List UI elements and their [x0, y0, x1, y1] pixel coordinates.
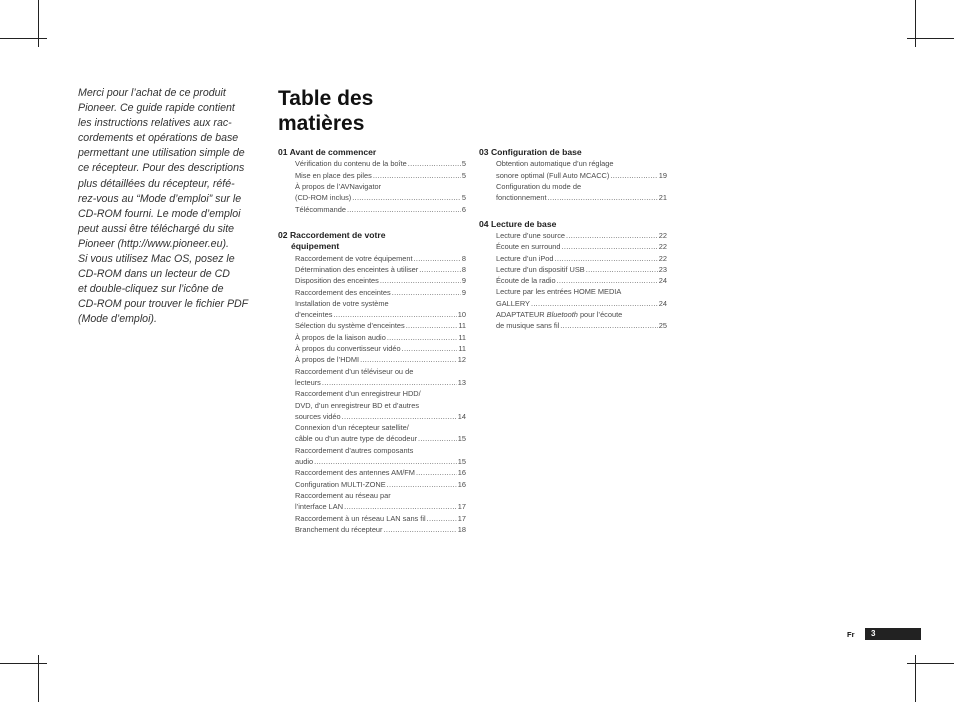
- toc-page-number: 15: [457, 457, 466, 467]
- leader-dots: [408, 158, 461, 169]
- toc-entry-text: lecteurs: [295, 377, 321, 387]
- toc-entry-line: [295, 264, 466, 275]
- intro-line: (Mode d’emploi).: [78, 313, 157, 326]
- toc-entry: [278, 513, 466, 524]
- toc-entry: [278, 320, 466, 331]
- toc-page-number: 5: [461, 193, 466, 203]
- toc-entry-text: Écoute de la radio: [496, 276, 556, 286]
- intro-line: CD-ROM fourni. Le mode d’emploi: [78, 207, 241, 220]
- leader-dots: [347, 204, 461, 215]
- toc-entry-line: [496, 170, 667, 181]
- toc-page-number: 22: [658, 231, 667, 240]
- toc-entry: [278, 366, 466, 389]
- leader-dots: [414, 253, 461, 264]
- toc-page-number: 6: [461, 204, 466, 214]
- leader-dots: [387, 332, 458, 343]
- toc-entry-line: [295, 320, 466, 331]
- toc-entry-text: GALLERY: [496, 298, 530, 308]
- leader-dots: [360, 354, 457, 365]
- toc-entry: [278, 479, 466, 490]
- leader-dots: [555, 253, 658, 264]
- toc-page-number: 19: [658, 170, 667, 180]
- leader-dots: [560, 320, 658, 331]
- intro-line: et double-cliquez sur l’icône de: [78, 283, 224, 296]
- toc-page-number: 8: [461, 253, 466, 263]
- toc-entry-line: [295, 275, 466, 286]
- crop-mark-bottom-left-v: [38, 655, 39, 702]
- intro-paragraph: [78, 86, 270, 328]
- toc-page-number: 22: [658, 253, 667, 263]
- toc-entry-text: Sélection du système d’enceintes: [295, 321, 405, 331]
- leader-dots: [373, 170, 461, 181]
- toc-entry-lead: Lecture par les entrées HOME MEDIA: [496, 287, 622, 297]
- section-title: Lecture de base: [490, 218, 557, 229]
- leader-dots: [416, 467, 457, 478]
- toc-entry-text: Mise en place des piles: [295, 170, 372, 180]
- toc-section: [278, 229, 466, 535]
- toc-entry-line: [496, 275, 667, 286]
- page-number: 3: [865, 628, 921, 640]
- toc-entry-lead: DVD, d’un enregistreur BD et d’autres: [295, 400, 420, 410]
- toc-entry-line: [295, 309, 466, 320]
- toc-entry: [278, 422, 466, 445]
- toc-entry-text: (CD-ROM inclus): [295, 193, 352, 203]
- toc-entry-line: [295, 411, 466, 422]
- section-heading: [479, 218, 667, 230]
- toc-entry-text: sources vidéo: [295, 411, 341, 421]
- toc-entry-line: [295, 377, 466, 388]
- toc-page-number: 9: [461, 276, 466, 286]
- toc-section: [479, 218, 667, 332]
- toc-entry: [278, 490, 466, 513]
- toc-entry: [278, 287, 466, 298]
- leader-dots: [419, 264, 461, 275]
- intro-line: CD-ROM pour trouver le fichier PDF: [78, 298, 249, 311]
- toc-entry-lead: Installation de votre système: [295, 298, 389, 308]
- leader-dots: [387, 479, 457, 490]
- toc-entry: [278, 253, 466, 264]
- section-title: Avant de commencer: [289, 147, 377, 157]
- toc-page-number: 9: [461, 287, 466, 297]
- toc-entry: [278, 445, 466, 468]
- toc-page-number: 14: [457, 411, 466, 421]
- toc-page-number: 11: [458, 321, 466, 331]
- toc-page-number: 13: [457, 377, 466, 387]
- section-number: 02: [278, 229, 288, 240]
- toc-page-number: 15: [457, 434, 466, 444]
- section-number: 04: [479, 218, 489, 229]
- leader-dots: [557, 275, 658, 286]
- leader-dots: [333, 309, 456, 320]
- leader-dots: [392, 287, 461, 298]
- page-title-line: matières: [278, 112, 365, 135]
- toc-entry-line: [496, 230, 667, 241]
- toc-entry: [278, 181, 466, 204]
- toc-entry-line: [295, 501, 466, 512]
- toc-entry: [278, 264, 466, 275]
- toc-entry-text: Disposition des enceintes: [295, 276, 379, 286]
- toc-entry-line: [295, 253, 466, 264]
- toc-page-number: 16: [457, 468, 466, 478]
- intro-line: permettant une utilisation simple de: [78, 147, 245, 160]
- toc-entry: [278, 343, 466, 354]
- toc-entry-text: câble ou d’un autre type de décodeur: [295, 434, 418, 444]
- toc-entry: [278, 298, 466, 321]
- intro-line: Merci pour l’achat de ce produit: [78, 87, 226, 99]
- section-number: 03: [479, 147, 489, 157]
- leader-dots: [314, 456, 457, 467]
- toc-page-number: 11: [458, 344, 466, 354]
- leader-dots: [406, 320, 458, 331]
- toc-entry-text: Lecture d’un dispositif USB: [496, 264, 585, 274]
- toc-entry: [278, 332, 466, 343]
- toc-entry-text: Vérification du contenu de la boîte: [295, 159, 407, 169]
- toc-page-number: 18: [457, 524, 466, 534]
- toc-entry-lead: Raccordement d’un enregistreur HDD/: [295, 389, 421, 399]
- toc-page-number: 21: [658, 193, 667, 203]
- leader-dots: [562, 241, 658, 252]
- toc-column-right: [479, 146, 667, 346]
- toc-page-number: 22: [658, 242, 667, 252]
- toc-entry: [278, 170, 466, 181]
- toc-entry: [479, 230, 667, 241]
- crop-mark-top-left-h: [0, 38, 47, 39]
- section-title-continued: équipement: [291, 241, 340, 252]
- toc-page-number: 25: [658, 321, 667, 331]
- toc-entry: [278, 158, 466, 169]
- toc-entry-lead: À propos de l’AVNavigator: [295, 182, 382, 191]
- intro-line: Si vous utilisez Mac OS, posez le: [78, 253, 235, 266]
- toc-entry-lead: Raccordement au réseau par: [295, 490, 391, 500]
- toc-section: [278, 146, 466, 215]
- toc-page-number: 16: [457, 479, 466, 489]
- toc-page-number: 17: [457, 502, 466, 512]
- toc-entry-line: [295, 204, 466, 215]
- toc-entry-line: [295, 524, 466, 535]
- intro-line: peut aussi être téléchargé du site: [78, 222, 235, 235]
- toc-entry: [278, 204, 466, 215]
- toc-entry-text: Raccordement des enceintes: [295, 287, 391, 297]
- toc-entry-text: Raccordement des antennes AM/FM: [295, 468, 415, 478]
- toc-entry: [479, 241, 667, 252]
- toc-entry-line: [496, 298, 667, 309]
- toc-entry-line: [295, 158, 466, 169]
- leader-dots: [344, 501, 457, 512]
- toc-entry: [479, 253, 667, 264]
- toc-entry-text: Télécommande: [295, 204, 346, 214]
- toc-entry-line: [295, 433, 466, 444]
- toc-page-number: 5: [461, 159, 466, 169]
- intro-line: les instructions relatives aux rac-: [78, 117, 232, 130]
- leader-dots: [418, 433, 457, 444]
- toc-page-number: 23: [658, 264, 667, 274]
- toc-entry-text: Branchement du récepteur: [295, 524, 383, 534]
- section-title: Raccordement de votre: [289, 229, 386, 240]
- leader-dots: [531, 298, 658, 309]
- toc-page-number: 8: [461, 265, 466, 274]
- toc-entry: [479, 309, 667, 332]
- toc-entry-text: Écoute en surround: [496, 242, 561, 252]
- crop-mark-top-left-v: [38, 0, 39, 47]
- section-heading: [278, 229, 466, 253]
- leader-dots: [586, 264, 658, 275]
- toc-entry-text: Détermination des enceintes à utiliser: [295, 265, 419, 274]
- toc-entry-line: [295, 479, 466, 490]
- toc-entry-text: À propos du convertisseur vidéo: [295, 344, 401, 354]
- toc-entry-text: À propos de la liaison audio: [295, 332, 386, 342]
- toc-entry-lead: Raccordement d’un téléviseur ou de: [295, 366, 414, 376]
- toc-entry-line: [295, 343, 466, 354]
- toc-entry: [479, 275, 667, 286]
- toc-entry-line: [295, 287, 466, 298]
- toc-entry: [278, 467, 466, 478]
- intro-line: cordements et opérations de base: [78, 132, 239, 145]
- toc-entry-text: d’enceintes: [295, 310, 333, 320]
- section-heading: [479, 146, 667, 158]
- toc-entry: [479, 264, 667, 275]
- toc-entry: [479, 286, 667, 309]
- leader-dots: [610, 170, 657, 181]
- toc-page-number: 11: [458, 332, 466, 342]
- toc-entry-line: [496, 320, 667, 331]
- crop-mark-bottom-left-h: [0, 663, 47, 664]
- intro-line: CD-ROM dans un lecteur de CD: [78, 268, 230, 281]
- intro-line: ce récepteur. Pour des descriptions: [78, 162, 245, 175]
- toc-entry-line: [496, 241, 667, 252]
- toc-entry-line: [295, 456, 466, 467]
- section-title: Configuration de base: [490, 147, 582, 157]
- toc-entry: [479, 158, 667, 181]
- toc-entry-line: [295, 170, 466, 181]
- crop-mark-bottom-right-v: [915, 655, 916, 702]
- toc-entry-line: [295, 332, 466, 343]
- intro-line: Pioneer (http://www.pioneer.eu).: [78, 237, 229, 250]
- toc-entry-line: [496, 253, 667, 264]
- toc-entry: [278, 275, 466, 286]
- crop-mark-top-right-v: [915, 0, 916, 47]
- intro-line: plus détaillées du récepteur, réfé-: [78, 177, 235, 190]
- toc-entry-text: fonctionnement: [496, 193, 547, 203]
- toc-entry-text: Raccordement à un réseau LAN sans fil: [295, 513, 426, 523]
- toc-entry-line: [295, 513, 466, 524]
- leader-dots: [566, 230, 658, 241]
- leader-dots: [380, 275, 461, 286]
- section-heading: [278, 146, 466, 158]
- leader-dots: [384, 524, 457, 535]
- toc-entry-line: [496, 264, 667, 275]
- toc-column-left: [278, 146, 466, 549]
- page-title-line: Table des: [278, 87, 374, 110]
- toc-entry-text: À propos de l’HDMI: [295, 355, 360, 365]
- toc-entry-text: Lecture d’une source: [496, 231, 566, 240]
- toc-entry: [278, 354, 466, 365]
- toc-entry-text: Configuration MULTI-ZONE: [295, 479, 386, 489]
- toc-section: [479, 146, 667, 204]
- toc-entry-line: [295, 192, 466, 203]
- toc-entry-line: [496, 192, 667, 203]
- leader-dots: [427, 513, 457, 524]
- section-number: 01: [278, 147, 288, 157]
- toc-entry-text: Raccordement de votre équipement: [295, 253, 413, 263]
- toc-entry-text: audio: [295, 457, 314, 467]
- leader-dots: [342, 411, 457, 422]
- toc-page-number: 5: [461, 170, 466, 180]
- leader-dots: [548, 192, 658, 203]
- toc-entry-lead: Raccordement d’autres composants: [295, 445, 414, 455]
- toc-entry-text: de musique sans fil: [496, 321, 560, 331]
- intro-line: rez-vous au “Mode d’emploi” sur le: [78, 192, 242, 205]
- toc-entry: [278, 388, 466, 422]
- toc-entry-text: sonore optimal (Full Auto MCACC): [496, 170, 610, 180]
- language-label: Fr: [847, 630, 855, 639]
- toc-page-number: 24: [658, 298, 667, 308]
- toc-entry-text: l’interface LAN: [295, 502, 344, 512]
- toc-entry: [479, 181, 667, 204]
- toc-entry-lead: Obtention automatique d’un réglage: [496, 159, 614, 169]
- toc-page-number: 10: [457, 310, 466, 320]
- toc-entry-lead: Configuration du mode de: [496, 182, 582, 191]
- intro-line: Pioneer. Ce guide rapide contient: [78, 102, 235, 115]
- leader-dots: [322, 377, 457, 388]
- toc-entry: [278, 524, 466, 535]
- leader-dots: [402, 343, 458, 354]
- page-title: [278, 86, 373, 136]
- toc-entry-text: Lecture d’un iPod: [496, 253, 554, 263]
- toc-entry-line: [295, 354, 466, 365]
- toc-page-number: 24: [658, 276, 667, 286]
- leader-dots: [352, 192, 461, 203]
- toc-entry-line: [295, 467, 466, 478]
- toc-entry-lead: Connexion d’un récepteur satellite/: [295, 423, 409, 433]
- toc-page-number: 17: [457, 513, 466, 523]
- toc-entry-lead: ADAPTATEUR Bluetooth pour l’écoute: [496, 310, 623, 320]
- toc-page-number: 12: [457, 355, 466, 365]
